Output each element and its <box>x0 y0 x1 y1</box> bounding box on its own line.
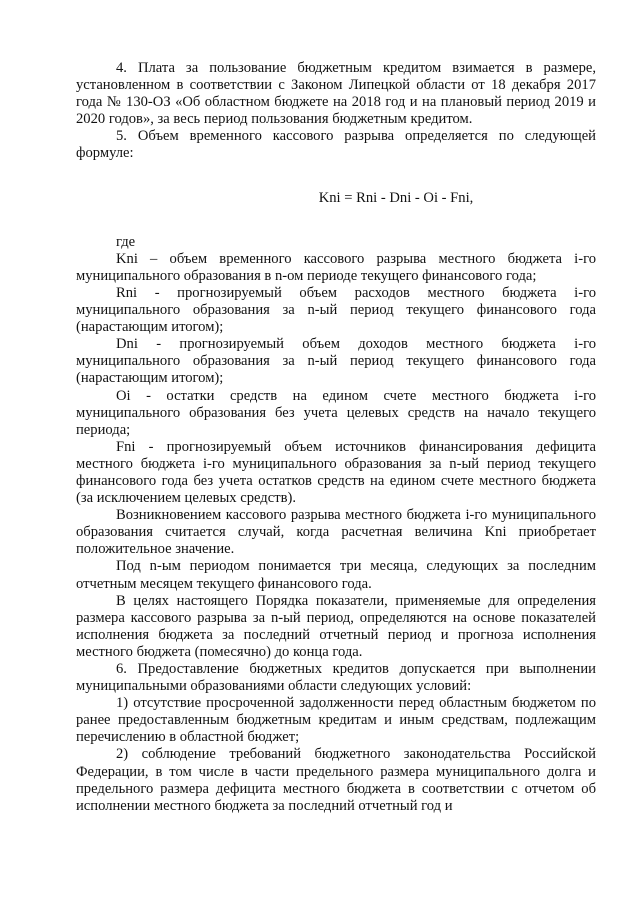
paragraph-6-credit-conditions: 6. Предоставление бюджетных кредитов допускается при выполнении муниципальными образованиями области следующих условий: <box>76 661 596 695</box>
document-page <box>76 60 596 815</box>
paragraph-4-budget-credit-fee: 4. Плата за пользование бюджетным кредитом взимается в размере, установленном в соответствии с Законом Липецкой области от 18 декабря 2017 года № 130-ОЗ «Об областном бюджете на 2018 год и на плановый период 2019 и 2020 годов», за весь период пользования бюджетным кредитом. <box>76 60 596 128</box>
paragraph-cash-gap-occurrence: Возникновением кассового разрыва местного бюджета i-го муниципального образования считается случай, когда расчетная величина Kni приобретает положительное значение. <box>76 507 596 558</box>
paragraph-indicators-basis: В целях настоящего Порядка показатели, применяемые для определения размера кассового разрыва за n-ый период, определяются на основе показателей исполнения бюджета за последний отчетный период и прогноза исполнения местного бюджета (помесячно) до конца года. <box>76 592 596 660</box>
cash-gap-formula: Kni = Rni - Dni - Oi - Fni, <box>318 189 474 206</box>
definition-oi: Oi - остатки средств на едином счете местного бюджета i-го муниципального образования без учета целевых средств на начало текущего периода; <box>76 387 596 438</box>
definition-dni: Dni - прогнозируемый объем доходов местного бюджета i-го муниципального образования за n-ый период текущего финансового года (нарастающим итогом); <box>76 336 596 387</box>
condition-1-no-overdue-debt: 1) отсутствие просроченной задолженности перед областным бюджетом по ранее предоставленным бюджетным кредитам и иным средствам, подлежащим перечислению в областной бюджет; <box>76 695 596 746</box>
paragraph-n-period-definition: Под n-ым периодом понимается три месяца, следующих за последним отчетным месяцем текущего финансового года. <box>76 558 596 592</box>
condition-2-budget-law-compliance: 2) соблюдение требований бюджетного законодательства Российской Федерации, в том числе в части предельного размера муниципального долга и предельного размера дефицита местного бюджета в соответствии с отчетом об исполнении местного бюджета за последний отчетный год и <box>76 746 596 814</box>
definition-rni: Rni - прогнозируемый объем расходов местного бюджета i-го муниципального образования за n-ый период текущего финансового года (нарастающим итогом); <box>76 284 596 336</box>
where-label: где <box>116 233 136 250</box>
definition-fni: Fni - прогнозируемый объем источников финансирования дефицита местного бюджета i-го муниципального образования за n-ый период текущего финансового года без учета остатков средств на едином счете местного бюджета (за исключением целевых средств). <box>76 438 596 507</box>
definition-kni: Kni – объем временного кассового разрыва местного бюджета i-го муниципального образования в n-ом периоде текущего финансового года; <box>76 250 596 284</box>
paragraph-5-cash-gap-formula-intro: 5. Объем временного кассового разрыва определяется по следующей формуле: <box>76 128 596 162</box>
